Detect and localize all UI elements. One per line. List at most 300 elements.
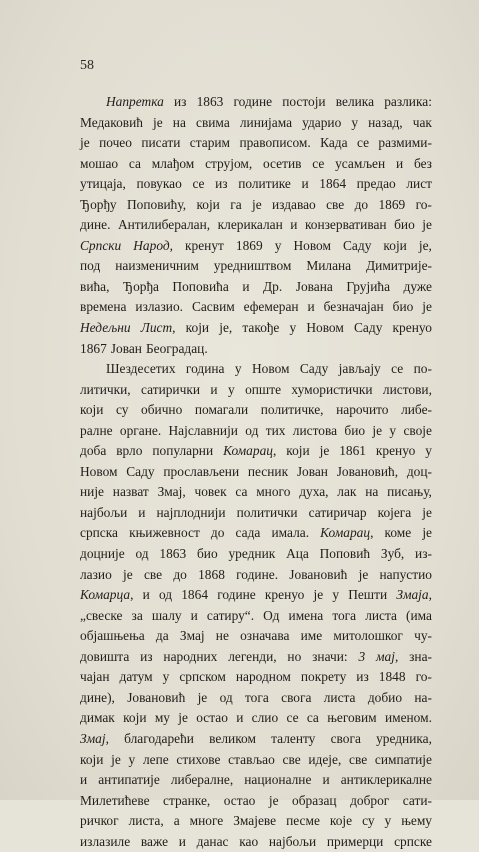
word: је xyxy=(111,751,121,767)
word: најплоднији xyxy=(156,504,226,520)
word: за xyxy=(131,607,143,623)
word: од xyxy=(245,422,259,438)
word: и xyxy=(210,381,218,397)
word: човек xyxy=(194,484,227,500)
word: осетив xyxy=(263,155,302,171)
word: од xyxy=(219,689,233,705)
word: који xyxy=(185,320,210,336)
word: су xyxy=(362,813,375,829)
word: сада xyxy=(235,525,261,541)
word: мај, xyxy=(375,648,399,664)
word: године xyxy=(233,94,273,109)
word: тога xyxy=(332,607,357,623)
word: који xyxy=(196,196,220,212)
word: Медаковић xyxy=(80,114,143,130)
word: да xyxy=(155,628,169,644)
word: и xyxy=(322,772,330,788)
word: свога xyxy=(330,730,361,746)
word: је xyxy=(251,196,262,212)
word: Комарац, xyxy=(223,443,277,459)
word: Новом xyxy=(306,320,344,336)
word: је xyxy=(178,710,188,726)
word: је xyxy=(358,566,369,582)
word: до xyxy=(354,196,369,212)
word: данас xyxy=(196,833,229,849)
word: повукао xyxy=(136,176,182,192)
word: је xyxy=(313,587,324,603)
text-line xyxy=(80,215,432,236)
text-line xyxy=(80,647,432,668)
word: чак xyxy=(412,114,432,130)
word: од xyxy=(135,546,149,562)
word: ударио xyxy=(302,114,342,130)
word: из xyxy=(356,669,369,685)
word: се xyxy=(356,135,370,151)
word: доба xyxy=(80,443,107,459)
word: у xyxy=(289,320,297,336)
word: у xyxy=(351,114,359,130)
word: у xyxy=(234,361,242,377)
word: Српски xyxy=(80,237,122,253)
word: назад, xyxy=(368,114,403,130)
word: 1867 xyxy=(80,340,107,356)
word: популарни xyxy=(152,443,214,459)
word: песме xyxy=(286,813,320,829)
word: најбољи xyxy=(80,504,128,520)
text-line xyxy=(80,462,432,483)
word: Београдац. xyxy=(145,340,208,356)
word: го- xyxy=(415,196,432,212)
word: у xyxy=(389,422,397,438)
word: тих xyxy=(265,422,286,438)
text-line xyxy=(80,256,432,277)
word: Милетићеве xyxy=(80,792,150,808)
word: довишта xyxy=(80,648,130,664)
word: 1864 xyxy=(181,587,209,603)
word: помагали xyxy=(194,402,249,418)
word: Недељни xyxy=(80,320,131,336)
word: доц- xyxy=(406,463,432,479)
word: Змајеве xyxy=(233,813,277,829)
word: националне xyxy=(244,772,312,788)
word: коме xyxy=(384,525,412,541)
word: дине. xyxy=(80,217,111,233)
word: именом. xyxy=(384,710,432,726)
word: и xyxy=(301,176,309,192)
word: не xyxy=(215,628,229,644)
word: сатиричар xyxy=(308,504,367,520)
text-line xyxy=(80,667,432,688)
word: клерикалан xyxy=(217,217,283,233)
word: 1861 xyxy=(339,443,366,459)
text-line xyxy=(80,441,432,462)
word: Зуб, xyxy=(380,546,405,562)
word: симпатије xyxy=(374,751,432,767)
word: Димитрије- xyxy=(366,258,432,274)
word: политички xyxy=(236,504,298,520)
word: у xyxy=(162,669,170,685)
word: је xyxy=(80,135,90,151)
word: и xyxy=(395,155,404,171)
word: либералне, xyxy=(170,772,234,788)
word: Антилибералан, xyxy=(117,217,211,233)
word: 1869 xyxy=(235,237,263,253)
word: постоји xyxy=(282,94,326,109)
text-line xyxy=(80,380,432,401)
word: био xyxy=(392,299,414,315)
word: имала. xyxy=(271,525,310,541)
word: уредник xyxy=(228,546,276,562)
word: песник xyxy=(247,463,289,479)
word: писању, xyxy=(387,484,432,500)
word: је xyxy=(123,566,133,582)
word: из- xyxy=(415,546,432,562)
word: Змај, xyxy=(80,730,109,746)
word: сатиру“. xyxy=(206,607,255,623)
word: био xyxy=(196,546,218,562)
word: велика xyxy=(335,94,375,109)
word: Ђорђу xyxy=(80,196,117,212)
word: и xyxy=(242,278,250,294)
word: и xyxy=(178,833,186,849)
word: Саду xyxy=(354,320,383,336)
word: Најславнији xyxy=(168,422,238,438)
word: и xyxy=(236,710,244,726)
word: је xyxy=(268,792,279,808)
text-line xyxy=(80,277,432,298)
word: листа, xyxy=(128,813,164,829)
word: по- xyxy=(413,361,432,377)
word: и xyxy=(190,607,198,623)
word: у xyxy=(227,381,235,397)
word: имена xyxy=(288,607,324,623)
word: је xyxy=(153,114,163,130)
word: године xyxy=(217,587,256,603)
text-line xyxy=(80,688,432,709)
word: објашњења xyxy=(80,628,145,644)
word: који xyxy=(123,710,147,726)
text-line xyxy=(80,154,432,175)
word: правописом. xyxy=(239,135,311,151)
word: је, xyxy=(219,320,233,336)
word: ефемеран xyxy=(243,299,299,315)
word: под xyxy=(80,258,101,274)
word: стихове xyxy=(176,751,221,767)
word: у xyxy=(384,813,392,829)
word: у xyxy=(128,751,136,767)
word: 1864 xyxy=(319,176,347,192)
text-line xyxy=(80,113,432,134)
word: Поповићу, xyxy=(126,196,187,212)
text-line xyxy=(80,708,432,729)
word: своје xyxy=(403,422,432,438)
word: који xyxy=(383,237,407,253)
word: Када xyxy=(320,135,348,151)
word: који xyxy=(80,402,104,418)
word: ричког xyxy=(80,813,119,829)
word: усамљен xyxy=(335,155,386,171)
word: у xyxy=(274,237,282,253)
text-line xyxy=(80,770,432,791)
text-line xyxy=(80,318,432,339)
word: све xyxy=(143,566,163,582)
word: „свеске xyxy=(80,607,123,623)
word: ралне xyxy=(80,422,113,438)
word: Комарца, xyxy=(80,587,134,603)
word: Јовановић, xyxy=(336,463,399,479)
word: на- xyxy=(414,689,432,705)
word: Јован xyxy=(110,340,142,356)
word: му xyxy=(154,710,170,726)
text-line xyxy=(80,174,432,195)
word: књижевност xyxy=(129,525,200,541)
word: кренут xyxy=(185,237,224,253)
word: слио xyxy=(251,710,279,726)
word: у xyxy=(425,443,432,459)
word: Комарац, xyxy=(320,525,374,541)
word: го- xyxy=(415,669,432,685)
word: је xyxy=(319,443,330,459)
word: струјом, xyxy=(205,155,253,171)
word: кренуо xyxy=(375,443,416,459)
word: хумористички xyxy=(291,381,373,397)
word: из xyxy=(215,176,228,192)
word: без xyxy=(413,155,432,171)
word: се xyxy=(192,176,205,192)
word: са xyxy=(306,710,319,726)
word: је, xyxy=(418,237,432,253)
word: размими- xyxy=(378,135,432,151)
word: Ђорђа xyxy=(123,278,159,294)
word: опште xyxy=(245,381,282,397)
word: кренуо xyxy=(392,320,432,336)
word: а xyxy=(173,813,180,829)
word: Новом xyxy=(293,237,331,253)
word: органе. xyxy=(119,422,162,438)
word: лазио xyxy=(80,566,112,582)
word: није xyxy=(80,484,104,500)
word: се xyxy=(286,710,299,726)
word: лепе xyxy=(142,751,169,767)
word: на xyxy=(172,114,186,130)
word: примерци xyxy=(326,833,384,849)
word: шалу xyxy=(151,607,182,623)
text-line xyxy=(80,236,432,257)
word: Јована xyxy=(295,278,333,294)
word: но xyxy=(287,648,302,664)
word: писати xyxy=(141,135,181,151)
word: се xyxy=(391,361,404,377)
word: много xyxy=(256,484,291,500)
word: значи: xyxy=(312,648,348,664)
word: које xyxy=(329,813,353,829)
word: је xyxy=(422,525,432,541)
word: стављао xyxy=(228,751,275,767)
word: Лист, xyxy=(140,320,176,336)
text-line xyxy=(80,297,432,318)
word: народних xyxy=(163,648,218,664)
word: Аца xyxy=(286,546,309,562)
word: излазио. xyxy=(135,299,184,315)
word: Од xyxy=(263,607,280,623)
text-line xyxy=(80,339,432,360)
text-line xyxy=(80,544,432,565)
word: многе xyxy=(189,813,224,829)
word: његовим xyxy=(327,710,377,726)
word: покрету xyxy=(300,669,347,685)
text-line xyxy=(80,421,432,442)
text-line xyxy=(80,359,432,380)
word: предао xyxy=(356,176,396,192)
word: напустио xyxy=(379,566,432,582)
word: је xyxy=(422,504,432,520)
word: до xyxy=(173,566,187,582)
text-line xyxy=(80,832,432,852)
word: чу- xyxy=(414,628,432,644)
word: тога xyxy=(245,689,269,705)
word: нарочито xyxy=(336,402,389,418)
word: лак xyxy=(337,484,357,500)
word: разлика: xyxy=(384,94,432,109)
text-line xyxy=(80,585,432,606)
word: народном xyxy=(235,669,291,685)
word: антиклерикалне xyxy=(340,772,432,788)
word: 1863 xyxy=(196,94,224,109)
word: дуже xyxy=(403,278,432,294)
word: листови, xyxy=(382,381,432,397)
word: безначајан xyxy=(323,299,384,315)
word: дине), xyxy=(80,689,115,705)
word: издавао xyxy=(272,196,316,212)
word: српске xyxy=(394,833,432,849)
word: године. xyxy=(236,566,279,582)
word: остао xyxy=(223,792,256,808)
word: најбољи xyxy=(268,833,317,849)
word: таленту xyxy=(271,730,316,746)
word: Змаја, xyxy=(396,587,432,603)
word: свога xyxy=(281,689,312,705)
word: и xyxy=(138,504,146,520)
word: у xyxy=(332,587,340,603)
word: Саду xyxy=(343,237,372,253)
word: 1868 xyxy=(198,566,225,582)
text-line xyxy=(80,523,432,544)
word: је xyxy=(372,422,383,438)
word: доцније xyxy=(80,546,125,562)
word: га xyxy=(230,196,242,212)
word: димак xyxy=(80,710,115,726)
word: почео xyxy=(99,135,132,151)
word: Пешти xyxy=(348,587,388,603)
word: Др. xyxy=(263,278,283,294)
word: Јовановић xyxy=(289,566,348,582)
word: времена xyxy=(80,299,127,315)
word: Народ, xyxy=(133,237,173,253)
word: утицаја, xyxy=(80,176,126,192)
word: идеје, xyxy=(308,751,342,767)
word: све xyxy=(326,196,345,212)
word: такође xyxy=(242,320,280,336)
word: који xyxy=(286,443,310,459)
word: литички, xyxy=(80,381,131,397)
word: Шездесетих xyxy=(106,361,176,377)
word: старим xyxy=(189,135,231,151)
word: мошао xyxy=(80,155,119,171)
word: и xyxy=(290,217,298,233)
word: којега xyxy=(377,504,412,520)
word: 1863 xyxy=(159,546,187,562)
word: Поповића xyxy=(172,278,229,294)
word: као xyxy=(239,833,259,849)
word: Грујића xyxy=(346,278,391,294)
word: обично xyxy=(141,402,183,418)
word: великом xyxy=(209,730,256,746)
word: остао xyxy=(196,710,228,726)
word: је xyxy=(422,217,432,233)
word: Јовановић xyxy=(127,689,186,705)
word: сати- xyxy=(402,792,432,808)
word: важе xyxy=(140,833,169,849)
word: Сасвим xyxy=(191,299,235,315)
word: је xyxy=(422,299,432,315)
word: који xyxy=(80,751,104,767)
body-text xyxy=(80,92,432,852)
word: Саду xyxy=(299,361,329,377)
word: духа, xyxy=(299,484,329,500)
word: уредништвом xyxy=(213,258,292,274)
word: све xyxy=(282,751,301,767)
word: листа xyxy=(365,607,397,623)
word: Новом xyxy=(251,361,290,377)
word: Саду xyxy=(126,463,155,479)
word: од xyxy=(158,587,173,603)
text-line xyxy=(80,606,432,627)
word: зна- xyxy=(409,648,432,664)
text-line xyxy=(80,195,432,216)
word: политике xyxy=(238,176,291,192)
word: до xyxy=(210,525,225,541)
word: година xyxy=(185,361,225,377)
word: са xyxy=(128,155,141,171)
text-line xyxy=(80,565,432,586)
word: означава xyxy=(240,628,290,644)
word: 3 xyxy=(358,648,366,664)
word: добио xyxy=(367,689,403,705)
word: су xyxy=(115,402,129,418)
word: либе- xyxy=(401,402,432,418)
word: млађом xyxy=(151,155,195,171)
word: Новом xyxy=(80,463,118,479)
word: 1848 xyxy=(378,669,406,685)
word: Змај xyxy=(179,628,205,644)
word: све xyxy=(349,751,368,767)
word: странке, xyxy=(163,792,211,808)
word: прослављени xyxy=(163,463,240,479)
word: био xyxy=(344,422,366,438)
text-line xyxy=(80,811,432,832)
word: Јован xyxy=(296,463,328,479)
text-line xyxy=(80,133,432,154)
word: Милана xyxy=(306,258,352,274)
word: Змај, xyxy=(157,484,186,500)
word: линијама xyxy=(239,114,293,130)
word: је xyxy=(197,689,208,705)
word: антипатије xyxy=(98,772,160,788)
word: јављају xyxy=(338,361,381,377)
word: вића, xyxy=(80,278,110,294)
word: излазиле xyxy=(80,833,131,849)
word: образац xyxy=(292,792,337,808)
